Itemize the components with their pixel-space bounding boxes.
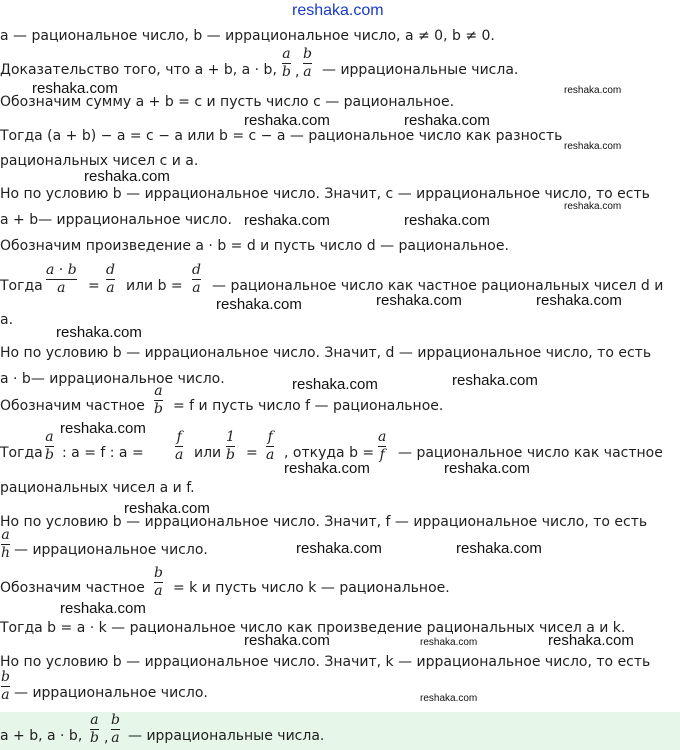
watermark: reshaka.com [420, 693, 478, 704]
watermark: reshaka.com [56, 324, 142, 341]
watermark: reshaka.com [244, 212, 330, 229]
answer-box [0, 712, 680, 750]
watermark: reshaka.com [284, 460, 370, 477]
watermark: reshaka.com [376, 292, 462, 309]
watermark: reshaka.com [456, 540, 542, 557]
fraction-b-over-a: b a [1, 669, 10, 703]
line-quotient2-define-end: = k и пусть число k — рациональное. [173, 580, 450, 596]
equals: = [246, 445, 258, 461]
line-quotient-expr: : a = f : a = [62, 445, 144, 461]
watermark: reshaka.com [420, 637, 478, 648]
watermark: reshaka.com [548, 632, 634, 649]
watermark: reshaka.com [244, 112, 330, 129]
fraction-one-over-b: 1 b [226, 429, 235, 463]
watermark: reshaka.com [564, 141, 622, 152]
fraction-f-over-a: f a [266, 429, 275, 463]
line-quotient-whence: , откуда b = [284, 445, 375, 461]
line-product-define: Обозначим произведение a · b = d и пусть число d — рациональное. [0, 238, 509, 254]
line-sum-define: Обозначим сумму a + b = c и пусть число c — рациональное. [0, 94, 455, 110]
line-sum-contradiction: Но по условию b — иррациональное число. Значит, c — иррациональное число, то есть [0, 186, 650, 202]
answer-text-end: — иррациональные числа. [128, 728, 325, 744]
watermark: reshaka.com [404, 212, 490, 229]
fraction-b-over-a: b a [111, 712, 120, 746]
fraction-a-over-b: a b [90, 712, 99, 746]
watermark: reshaka.com [124, 500, 210, 517]
watermark: reshaka.com [452, 372, 538, 389]
comma: , [295, 64, 300, 80]
watermark: reshaka.com [216, 296, 302, 313]
line-quotient-define-end: = f и пусть число f — рациональное. [173, 398, 444, 414]
line-quotient2-contradiction: Но по условию b — иррациональное число. Значит, k — иррациональное число, то есть [0, 654, 651, 670]
watermark: reshaka.com [60, 420, 146, 437]
line-quotient-contradiction: Но по условию b — иррациональное число. Значит, f — иррациональное число, то есть [0, 514, 648, 530]
watermark: reshaka.com [244, 632, 330, 649]
fraction-d-over-a: d a [106, 262, 115, 296]
line-quotient2-define: Обозначим частное [0, 580, 145, 596]
line-product-then: Тогда [0, 278, 43, 294]
fraction-a-over-f: a f [378, 429, 387, 463]
fraction-b-over-a: b a [154, 565, 163, 599]
watermark: reshaka.com [32, 80, 118, 97]
watermark: reshaka.com [296, 540, 382, 557]
answer-text: a + b, a · b, [0, 728, 83, 744]
watermark: reshaka.com [564, 201, 622, 212]
line-quotient-of: рациональных чисел a и f. [0, 480, 195, 496]
line-quotient-then: Тогда [0, 445, 43, 461]
watermark: reshaka.com [564, 85, 622, 96]
watermark: reshaka.com [536, 292, 622, 309]
line-sum-rational: рациональных чисел c и a. [0, 153, 199, 169]
fraction-a-over-b: a b [282, 46, 291, 80]
fraction-d-over-a: d a [192, 262, 201, 296]
fraction-b-over-a: b a [303, 46, 312, 80]
line-product-a: a. [0, 312, 14, 328]
line-quotient2-conclusion: — иррациональное число. [14, 685, 208, 701]
watermark: reshaka.com [84, 168, 170, 185]
line-sum-conclusion: a + b— иррациональное число. [0, 212, 232, 228]
line-quotient-or: или [194, 445, 222, 461]
watermark: reshaka.com [444, 460, 530, 477]
fraction-a-over-b: a b [45, 429, 54, 463]
line-quotient2-then: Тогда b = a · k — рациональное число как произведение рациональных чисел a и k. [0, 620, 626, 636]
line-given: a — рациональное число, b — иррациональное число, a ≠ 0, b ≠ 0. [0, 28, 495, 44]
line-quotient-rational: — рациональное число как частное [398, 445, 663, 461]
line-quotient-define: Обозначим частное [0, 398, 145, 414]
fraction-a-over-b: a b [154, 383, 163, 417]
line-product-rational: — рациональное число как частное рациональных чисел d и [212, 278, 664, 294]
fraction-a-over-h: a h [1, 527, 11, 561]
line-quotient-conclusion: — иррациональное число. [14, 542, 208, 558]
line-product-conclusion: a · b— иррациональное число. [0, 371, 225, 387]
line-product-contradiction: Но по условию b — иррациональное число. Значит, d — иррациональное число, то есть [0, 345, 652, 361]
watermark: reshaka.com [292, 376, 378, 393]
watermark: reshaka.com [60, 600, 146, 617]
line-product-or: или b = [126, 278, 183, 294]
fraction-f-over-a: f a [175, 429, 184, 463]
equals: = [88, 278, 100, 294]
line-claim: Доказательство того, что a + b, a · b, [0, 62, 277, 78]
fraction-ab-over-a: a · b a [46, 262, 77, 296]
watermark-top: reshaka.com [292, 2, 384, 19]
comma: , [104, 730, 109, 746]
line-claim-end: — иррациональные числа. [322, 62, 519, 78]
watermark: reshaka.com [404, 112, 490, 129]
line-sum-then: Тогда (a + b) − a = c − a или b = c − a — рациональное число как разность [0, 128, 563, 144]
